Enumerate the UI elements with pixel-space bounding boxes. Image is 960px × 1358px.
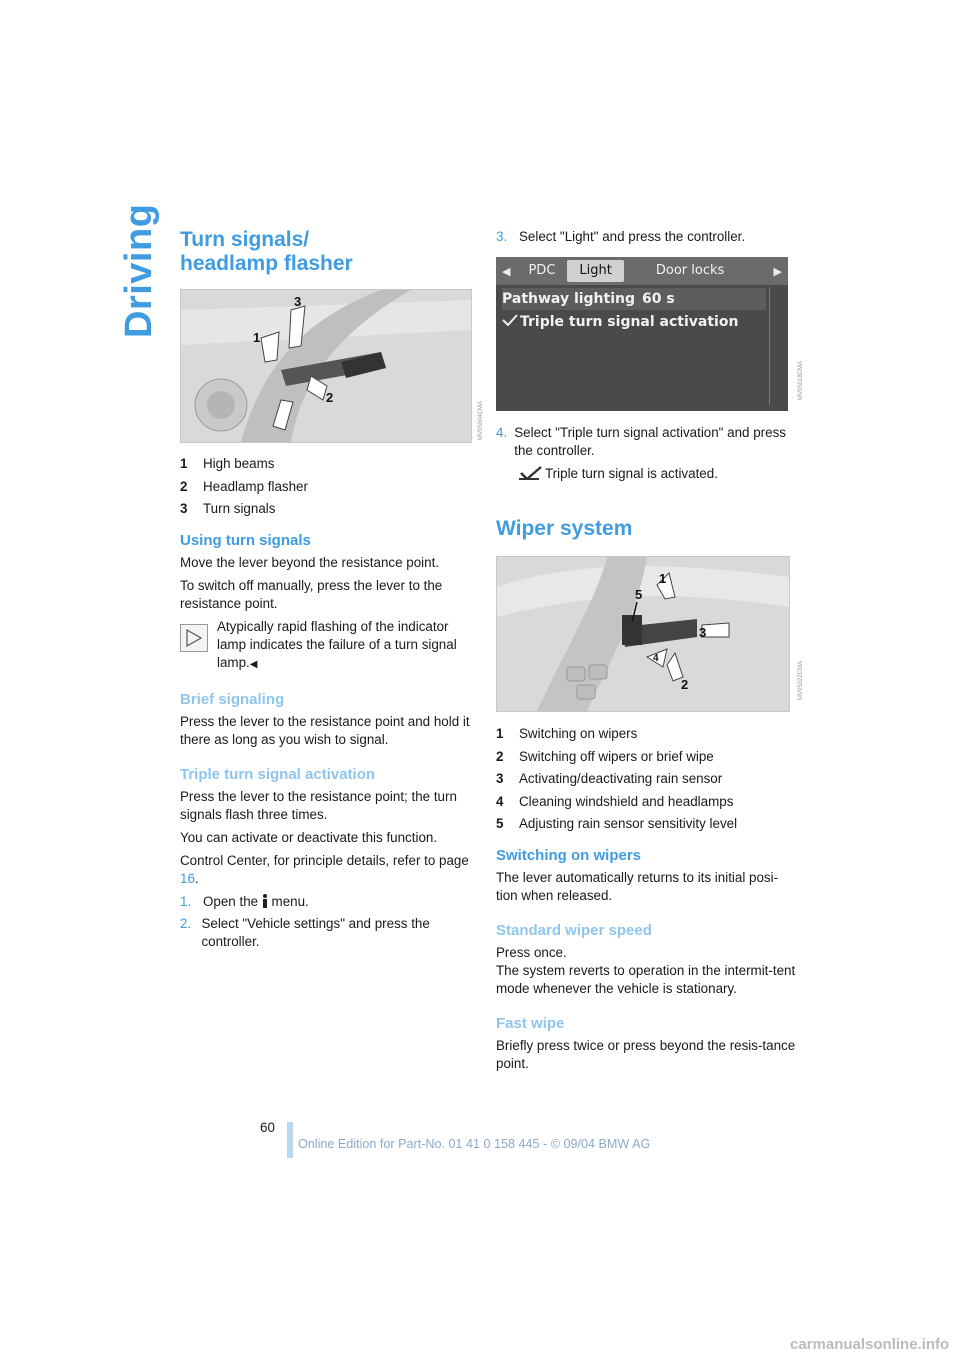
page-link[interactable]: 16 — [180, 871, 195, 886]
checkmark-icon — [519, 466, 545, 485]
triple-p3: Control Center, for principle details, refer to page 16. — [180, 853, 469, 886]
legend-item: 2 Headlamp flasher — [180, 478, 308, 494]
step-item: 4. Select "Triple turn signal activation" and press the controller. — [496, 425, 786, 458]
standard-p2: The system reverts to operation in the intermit-tent mode whenever the vehicle is stationary. — [496, 963, 796, 996]
screen-row-triple[interactable]: Triple turn signal activation — [502, 311, 766, 333]
right-column — [496, 228, 796, 1073]
left-column — [180, 228, 472, 955]
turn-signals-title: Turn signals/ headlamp flasher — [180, 228, 353, 275]
screen-row-pathway[interactable]: Pathway lighting 60 s — [502, 288, 766, 310]
turn-signal-legend — [180, 455, 472, 518]
activated-line: Triple turn signal is activated. — [496, 465, 796, 485]
brief-signaling-heading: Brief signaling — [180, 691, 285, 708]
arrow-right-icon: ▶ — [773, 264, 782, 278]
tab-light[interactable]: Light — [567, 260, 623, 282]
standard-wiper-speed-heading: Standard wiper speed — [496, 922, 652, 939]
screen-scrollbar[interactable] — [769, 287, 784, 405]
fig-label-3: 3 — [294, 294, 302, 309]
page-number: 60 — [260, 1120, 275, 1135]
wiper-label-4: 4 — [653, 653, 659, 664]
using-p2: To switch off manually, press the lever to the resistance point. — [180, 578, 443, 611]
checkmark-icon — [502, 311, 520, 333]
screen-code: MV05018CMA — [798, 360, 804, 400]
wiper-legend — [496, 725, 796, 833]
step-item: 3. Select "Light" and press the controller. — [496, 229, 746, 244]
legend-item: 2 Switching off wipers or brief wipe — [496, 748, 714, 764]
legend-item: 3 Activating/deactivating rain sensor — [496, 771, 723, 786]
legend-item: 3 Turn signals — [180, 501, 276, 516]
legend-item: 4 Cleaning windshield and headlamps — [496, 793, 734, 809]
edition-text: Online Edition for Part-No. 01 41 0 158 445 - © 09/04 BMW AG — [298, 1137, 651, 1151]
using-p1: Move the lever beyond the resistance point. — [180, 555, 440, 570]
switching-on-wipers-heading: Switching on wipers — [496, 847, 642, 864]
fig-label-1: 1 — [253, 330, 261, 345]
fast-wipe-heading: Fast wipe — [496, 1015, 565, 1032]
wiper-lever-figure — [496, 556, 790, 712]
wiper-system-title: Wiper system — [496, 517, 633, 540]
legend-item: 1 High beams — [180, 456, 275, 471]
idrive-screen — [496, 257, 788, 411]
step-item: 2. Select "Vehicle settings" and press the controller. — [180, 916, 430, 949]
wiper-label-1: 1 — [659, 571, 667, 586]
section-tab — [118, 203, 160, 338]
triple-p1: Press the lever to the resistance point; the turn signals flash three times. — [180, 789, 457, 822]
wiper-illustration — [497, 557, 789, 711]
triple-p2: You can activate or deactivate this function. — [180, 830, 438, 845]
fast-p: Briefly press twice or press beyond the resis-tance point. — [496, 1038, 796, 1071]
steps-list — [180, 893, 472, 951]
legend-item: 1 Switching on wipers — [496, 726, 638, 741]
tab-pdc[interactable]: PDC — [528, 263, 556, 278]
fig-label-2: 2 — [326, 390, 334, 405]
triple-turn-signal-heading: Triple turn signal activation — [180, 766, 376, 783]
fig-code: MV05004CMA — [478, 400, 484, 440]
watermark: carmanualsonline.info — [790, 1336, 950, 1353]
wiper-fig-code: MV05022CMA — [798, 660, 804, 700]
tab-door-locks[interactable]: Door locks — [655, 263, 725, 278]
section-tab-label: Driving — [118, 203, 160, 338]
screen-tabs — [496, 257, 788, 285]
wiper-label-5: 5 — [635, 587, 643, 602]
note-triangle-icon — [180, 624, 208, 652]
lever-illustration — [181, 290, 471, 442]
step-item: 1. Open the menu. — [180, 894, 309, 909]
brief-p: Press the lever to the resistance point and hold it there as long as you wish to signal. — [180, 714, 470, 747]
end-mark-icon: ◀ — [249, 659, 258, 670]
warning-note: Atypically rapid flashing of the indicator lamp indicates the failure of a turn signal lamp.◀ — [180, 618, 472, 674]
wiper-label-3: 3 — [699, 625, 707, 640]
turn-signal-lever-figure — [180, 289, 472, 443]
footer-bar — [287, 1122, 293, 1158]
using-turn-signals-heading: Using turn signals — [180, 532, 311, 549]
wiper-label-2: 2 — [681, 677, 689, 692]
arrow-left-icon: ◀ — [502, 264, 511, 278]
switching-p: The lever automatically returns to its initial posi-tion when released. — [496, 870, 779, 903]
standard-p1: Press once. — [496, 945, 567, 960]
legend-item: 5 Adjusting rain sensor sensitivity level — [496, 816, 738, 831]
